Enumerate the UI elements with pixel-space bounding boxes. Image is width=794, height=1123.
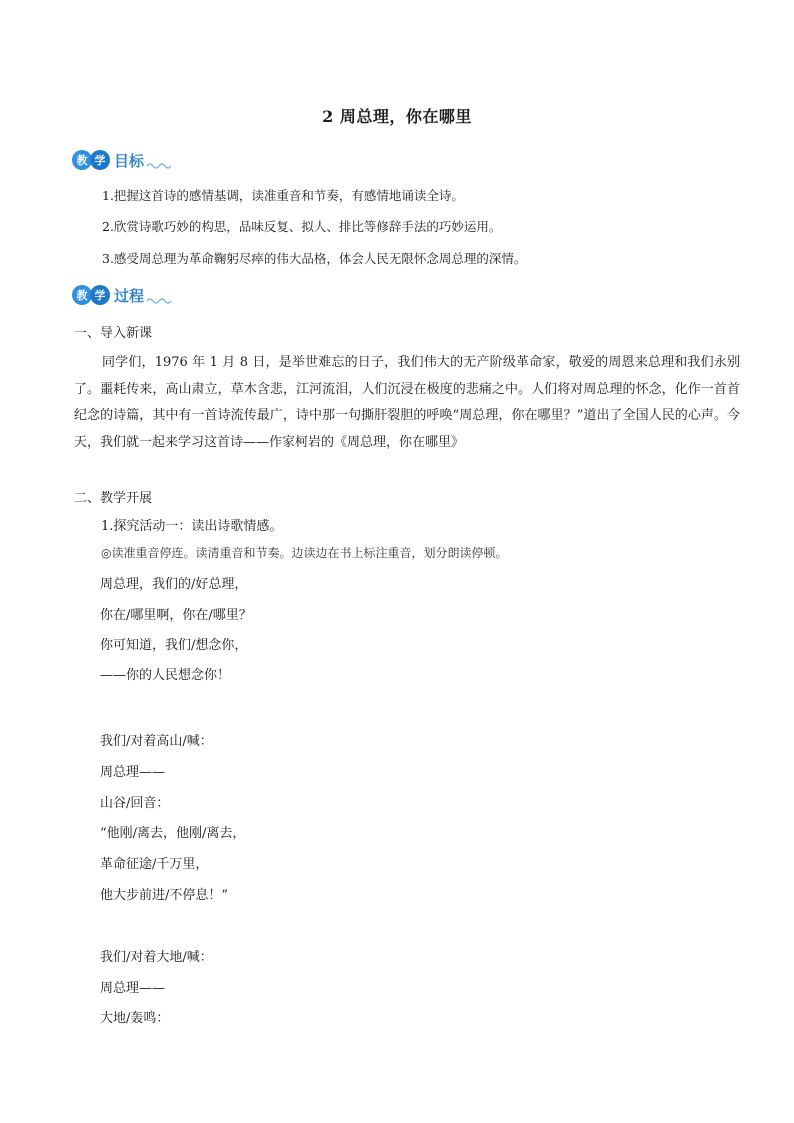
poem-line: 山谷/回音： — [100, 796, 170, 811]
section-header-process — [72, 282, 172, 308]
poem-line: 你在/哪里啊，你在/哪里？ — [100, 608, 252, 623]
poem-line: 你可知道，我们/想念你， — [100, 638, 248, 653]
poem-line: “他刚/离去，他刚/离去， — [100, 826, 246, 841]
poem-line: 革命征途/千万里， — [100, 857, 209, 872]
objective-item: 1.把握这首诗的感情基调，读准重音和节奏，有感情地诵读全诗。 — [102, 188, 464, 203]
section-badge — [72, 150, 110, 170]
wave-decoration-icon — [146, 296, 172, 304]
poem-line: 我们/对着高山/喊： — [100, 734, 213, 749]
section-badge — [72, 285, 110, 305]
activity-title: 1.探究活动一：读出诗歌情感。 — [101, 519, 283, 534]
page-title: 2 周总理，你在哪里 — [322, 107, 472, 126]
poem-line: 他大步前进/不停息！” — [100, 888, 229, 903]
poem-line: 大地/轰鸣： — [100, 1011, 170, 1026]
reading-note: ◎读准重音停连。读清重音和节奏。边读边在书上标注重音，划分朗读停顿。 — [101, 546, 508, 560]
poem-line: ——你的人民想念你！ — [100, 668, 231, 683]
badge-bubble: 教 — [72, 285, 92, 305]
wave-decoration-icon — [146, 161, 172, 169]
section-title: 过程 — [114, 286, 145, 305]
badge-bubble: 学 — [90, 150, 110, 170]
section-title: 目标 — [114, 151, 145, 170]
part-heading-teaching: 二、教学开展 — [74, 491, 153, 506]
part-heading-intro: 一、导入新课 — [74, 326, 153, 341]
section-header-goals — [72, 147, 172, 173]
poem-line: 周总理—— — [100, 765, 166, 780]
badge-bubble: 教 — [72, 150, 92, 170]
poem-line: 周总理—— — [100, 981, 166, 996]
objective-item: 2.欣赏诗歌巧妙的构思，品味反复、拟人、排比等修辞手法的巧妙运用。 — [102, 219, 502, 234]
poem-line: 周总理，我们的/好总理， — [100, 577, 248, 592]
objective-item: 3.感受周总理为革命鞠躬尽瘁的伟大品格，体会人民无限怀念周总理的深情。 — [102, 251, 527, 266]
badge-bubble: 学 — [90, 285, 110, 305]
intro-paragraph: 同学们，1976 年 1 月 8 日，是举世难忘的日子，我们伟大的无产阶级革命家，敬爱的周恩来总理和我们永别了。噩耗传来，高山肃立，草木含悲，江河流泪，人们沉浸在极度的悲痛之中。人们将对周总理的怀念，化作一首首纪念的诗篇，其中有一首诗流传最广，诗中那一句撕肝裂胆的呼唤“周总理，你在哪里？”道出了全国人民的心声。今天，我们就一起来学习这首诗——作家柯岩的《周总理，你在哪里》 — [74, 355, 740, 451]
poem-line: 我们/对着大地/喊： — [100, 950, 213, 965]
